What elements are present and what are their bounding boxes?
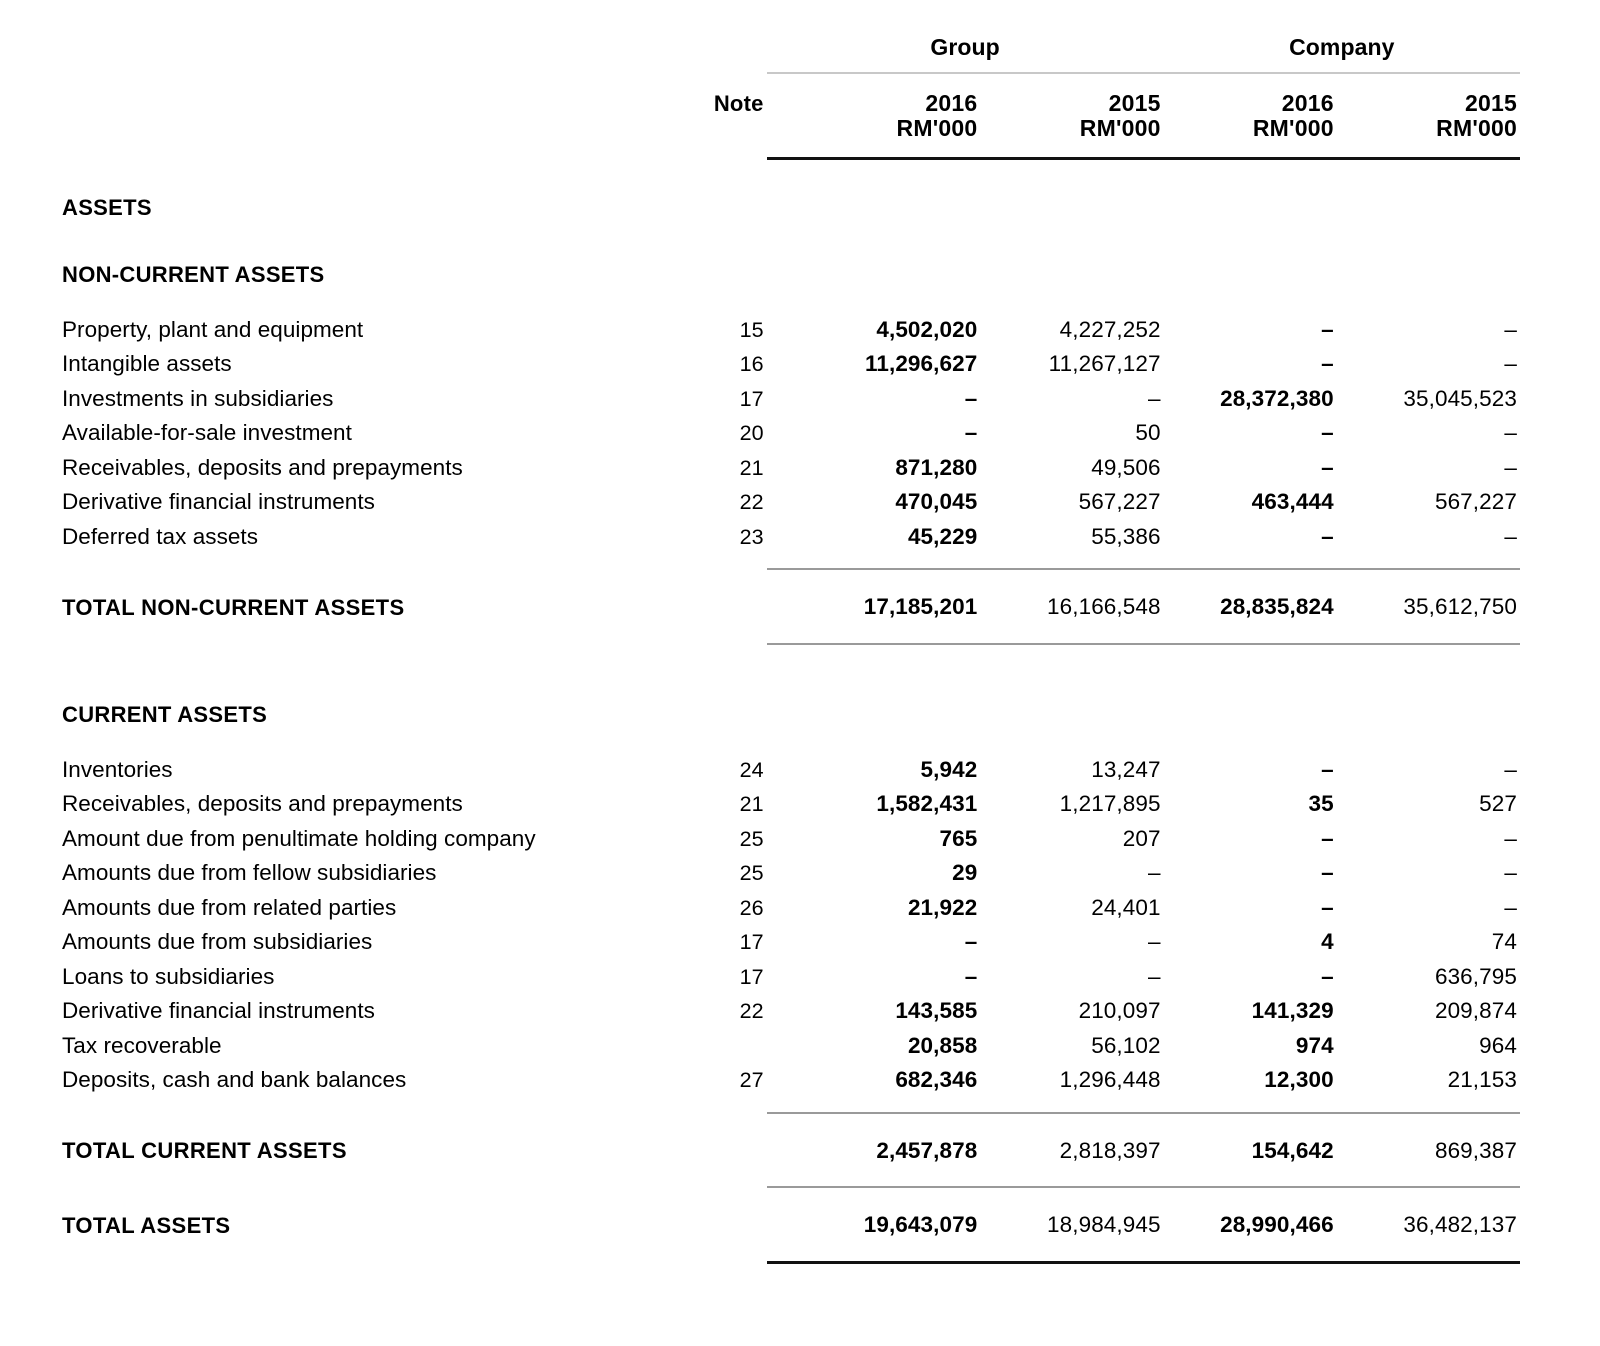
line-item-label: Amount due from penultimate holding company [62,825,536,851]
value-company-2015: – [1504,316,1517,342]
table-row [62,376,1520,411]
column-group-label-group: Group [930,34,1000,60]
total-company-2015: 36,482,137 [1403,1212,1517,1238]
table-row [62,919,1520,954]
value-group-2016: 11,296,627 [864,351,978,377]
value-company-2016: 35 [1308,791,1334,817]
header-year-group-2015: 2015 [1108,90,1161,116]
section-heading-current-assets-row [62,645,1520,726]
header-unit-company-2015: RM'000 [1436,114,1517,141]
line-item-note: 26 [739,895,764,920]
line-item-label: Available-for-sale investment [62,420,352,446]
value-group-2015: 4,227,252 [1059,316,1161,342]
line-item-label: Deposits, cash and bank balances [62,1067,407,1093]
spacer-cell [62,116,673,157]
table-row [62,341,1520,376]
line-item-label: Property, plant and equipment [62,316,364,342]
total-company-2015: 869,387 [1434,1137,1517,1163]
total-company-2015: 35,612,750 [1403,594,1517,620]
value-group-2016: 45,229 [907,523,978,549]
line-item-note: 17 [739,386,764,411]
spacer-row [62,1092,1520,1112]
value-company-2016: – [1321,963,1334,989]
value-group-2015: 56,102 [1091,1032,1161,1058]
value-company-2015: 527 [1479,791,1517,817]
value-company-2016: – [1321,523,1334,549]
header-unit-group-2015: RM'000 [1079,114,1161,141]
value-company-2015: 567,227 [1434,489,1517,515]
total-label: TOTAL CURRENT ASSETS [62,1138,347,1164]
value-group-2015: 1,296,448 [1059,1067,1161,1093]
total-group-2016: 17,185,201 [863,594,978,620]
section-heading-non-current-assets: NON-CURRENT ASSETS [62,261,325,287]
line-item-label: Derivative financial instruments [62,489,375,515]
statement-of-financial-position-table [62,36,1520,1264]
value-group-2015: 11,267,127 [1048,351,1161,377]
value-group-2016: 1,582,431 [876,791,978,817]
value-company-2015: – [1504,420,1517,446]
header-unit-company-2016: RM'000 [1252,114,1334,141]
spacer-cell [673,570,767,643]
line-item-note: 24 [739,757,764,782]
value-group-2015: 50 [1135,420,1161,446]
year-header-row [62,74,1520,116]
total-assets-bottom-rule [767,1261,1520,1264]
line-item-label: Tax recoverable [62,1032,222,1058]
value-group-2016: – [964,963,978,989]
spacer-cell [673,36,767,72]
total-label: TOTAL NON-CURRENT ASSETS [62,594,405,620]
total-assets-row [62,1188,1520,1261]
value-group-2016: 4,502,020 [876,316,978,342]
value-company-2015: – [1504,351,1517,377]
value-group-2015: 49,506 [1091,454,1161,480]
table-row [62,781,1520,816]
value-company-2016: – [1321,894,1334,920]
value-company-2016: 4 [1321,929,1334,955]
value-group-2016: 5,942 [920,756,978,782]
value-company-2015: 21,153 [1447,1067,1517,1093]
total-company-2016: 28,835,824 [1220,594,1334,620]
note-column-header: Note [713,91,764,117]
value-group-2016: 21,922 [907,894,978,920]
value-group-2015: 1,217,895 [1059,791,1161,817]
value-company-2016: 974 [1295,1032,1334,1058]
line-item-note: 16 [739,352,764,377]
line-item-note: 17 [739,930,764,955]
value-company-2015: – [1504,523,1517,549]
table-row [62,286,1520,342]
value-company-2016: – [1321,316,1334,342]
section-heading-non-current-assets-row [62,219,1520,286]
value-company-2016: – [1321,454,1334,480]
line-item-label: Derivative financial instruments [62,998,375,1024]
value-company-2016: – [1321,351,1334,377]
table-row [62,479,1520,514]
value-group-2015: – [1148,929,1161,955]
line-item-label: Intangible assets [62,351,232,377]
line-item-label: Inventories [62,756,173,782]
value-company-2015: 964 [1479,1032,1517,1058]
line-item-label: Investments in subsidiaries [62,385,334,411]
spacer-cell [62,1261,673,1264]
value-group-2015: 210,097 [1078,998,1161,1024]
value-company-2016: 12,300 [1264,1067,1334,1093]
spacer-cell [673,116,767,157]
value-group-2016: 470,045 [895,489,978,515]
line-item-note: 20 [739,421,764,446]
total-group-2016: 2,457,878 [876,1137,978,1163]
total-company-2016: 154,642 [1251,1137,1334,1163]
section-heading-assets: ASSETS [62,194,152,220]
value-group-2015: – [1148,385,1161,411]
line-item-label: Deferred tax assets [62,523,259,549]
value-company-2016: – [1321,420,1334,446]
value-group-2015: 567,227 [1078,489,1161,515]
column-group-header-row [62,36,1520,72]
header-year-company-2016: 2016 [1281,90,1334,116]
line-item-note: 17 [739,964,764,989]
table-row [62,850,1520,885]
value-group-2015: 13,247 [1091,756,1161,782]
value-group-2016: 20,858 [907,1032,978,1058]
table-row [62,816,1520,851]
value-company-2015: – [1504,894,1517,920]
line-item-label: Loans to subsidiaries [62,963,275,989]
value-group-2016: 29 [952,860,978,886]
value-company-2016: 463,444 [1251,489,1334,515]
table-row [62,726,1520,782]
total-label: TOTAL ASSETS [62,1212,231,1238]
line-item-note: 22 [739,490,764,515]
spacer-row [62,548,1520,568]
value-company-2015: 636,795 [1434,963,1517,989]
value-company-2015: 35,045,523 [1403,385,1517,411]
value-company-2015: – [1504,860,1517,886]
header-unit-group-2016: RM'000 [896,114,978,141]
value-group-2015: 207 [1122,825,1161,851]
line-item-label: Amounts due from fellow subsidiaries [62,860,437,886]
line-item-note: 22 [739,999,764,1024]
value-company-2016: – [1321,756,1334,782]
total-company-2016: 28,990,466 [1220,1212,1334,1238]
value-group-2015: 24,401 [1091,894,1161,920]
line-item-label: Amounts due from subsidiaries [62,929,373,955]
table-row [62,410,1520,445]
line-item-label: Receivables, deposits and prepayments [62,791,463,817]
header-year-company-2015: 2015 [1465,90,1517,116]
spacer-cell [62,74,673,116]
line-item-label: Receivables, deposits and prepayments [62,454,463,480]
table-row [62,514,1520,549]
line-item-note: 25 [739,826,764,851]
value-group-2016: – [964,385,978,411]
line-item-note: 15 [739,317,764,342]
value-company-2015: – [1504,825,1517,851]
value-group-2016: 143,585 [895,998,978,1024]
line-item-note: 21 [739,792,764,817]
value-company-2016: – [1321,825,1334,851]
table-row [62,988,1520,1023]
value-company-2015: – [1504,454,1517,480]
total-group-2015: 16,166,548 [1047,594,1161,620]
column-group-label-company: Company [1289,34,1395,60]
table-row [62,1057,1520,1092]
value-company-2016: 141,329 [1251,998,1334,1024]
spacer-cell [673,1188,767,1261]
value-company-2015: – [1504,756,1517,782]
section-heading-assets-row [62,160,1520,219]
spacer-cell [673,1261,767,1264]
value-group-2016: 682,346 [895,1067,978,1093]
value-company-2016: – [1321,860,1334,886]
line-item-note [673,1023,767,1058]
value-group-2015: 55,386 [1091,523,1161,549]
value-company-2015: 74 [1491,929,1517,955]
total-group-2015: 18,984,945 [1047,1212,1161,1238]
spacer-cell [62,36,673,72]
line-item-label: Amounts due from related parties [62,894,397,920]
total-group-2016: 19,643,079 [863,1212,978,1238]
line-item-note: 27 [739,1068,764,1093]
table-row [62,885,1520,920]
header-year-group-2016: 2016 [925,90,978,116]
value-group-2016: – [964,929,978,955]
unit-header-row [62,116,1520,157]
section-heading-current-assets: CURRENT ASSETS [62,701,268,727]
value-group-2016: 765 [939,825,978,851]
value-group-2015: – [1148,860,1161,886]
value-company-2016: 28,372,380 [1220,385,1334,411]
total-assets-bottom-rule-row [62,1261,1520,1264]
line-item-note: 23 [739,524,764,549]
total-non-current-assets-row [62,570,1520,643]
value-group-2015: – [1148,963,1161,989]
spacer-cell [673,1114,767,1187]
line-item-note: 25 [739,861,764,886]
line-item-note: 21 [739,455,764,480]
value-group-2016: 871,280 [895,454,978,480]
total-current-assets-row [62,1114,1520,1187]
table-row [62,954,1520,989]
value-group-2016: – [964,420,978,446]
table-row [62,445,1520,480]
total-group-2015: 2,818,397 [1059,1137,1161,1163]
value-company-2015: 209,874 [1434,998,1517,1024]
table-row [62,1023,1520,1058]
